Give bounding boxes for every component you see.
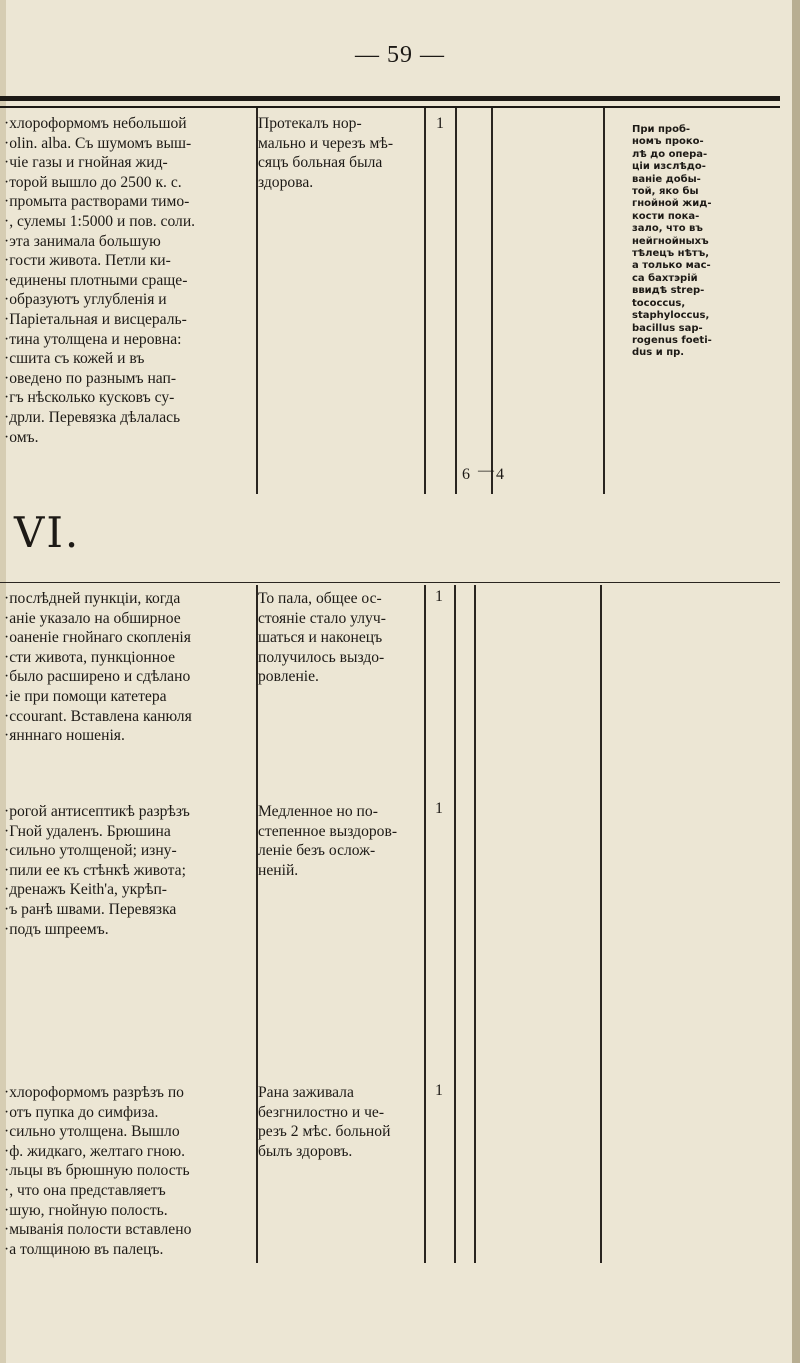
column-divider <box>600 585 602 1263</box>
table-top-rule-thin <box>0 106 780 108</box>
row4-operation: ·хлороформомъ разрѣзъ по ·отъ пупка до симфиза. ·сильно утолщена. Вышло ·ф. жидкаго, желтаго гною. ·льцы въ брюшную полость ·, что она представляетъ ·шую, гнойную полость. ·мыванія полости вставлено ·а толщиною въ палецъ. <box>4 1084 192 1258</box>
row1-operation: ·хлороформомъ небольшой ·olin. alba. Съ шумомъ выш- ·чіе газы и гнойная жид- ·торой вышло до 2500 к. с. ·промыта растворами тимо- ·, сулемы 1:5000 и пов. соли. ·эта занимала большую ·гости живота. Петли ки- ·единены плотными сраще- ·образуютъ углубленія и ·Паріетальная и висцераль- ·тина утолщена и неровна: ·сшита съ кожей и въ ·оведено по разнымъ нап- ·гъ нѣсколько кусковъ су- ·дрли. Перевязка дѣлалась ·омъ. <box>4 115 196 446</box>
totals-divider <box>455 454 457 494</box>
column-divider <box>454 585 456 1263</box>
column-divider <box>424 108 426 465</box>
totals-divider <box>256 454 258 494</box>
column-divider <box>455 108 457 465</box>
row4-outcome: Рана заживала безгнилостно и че- резъ 2 мѣс. больной былъ здоровъ. <box>258 1084 391 1160</box>
page-right-edge <box>792 0 800 1363</box>
row3-outcome: Медленное но по- степенное выздоров- леніе безъ ослож- неній. <box>258 803 398 879</box>
row4-count: 1 <box>435 1082 443 1099</box>
page-number: — 59 — <box>355 42 445 68</box>
totals-divider <box>603 454 605 494</box>
row2-outcome: То пала, общее ос- стояніе стало улуч- шаться и наконецъ получилось выздо- ровленіе. <box>258 590 386 686</box>
table-top-rule <box>0 96 780 101</box>
row2-operation: ·послѣдней пункціи, когда ·аніе указало на обширное ·оаненіе гнойнаго скопленія ·сти живота, пункціонное ·было расширено и сдѣлано ·іе при помощи катетера ·ccourant. Вставлена канюля ·янннаго ношенія. <box>4 590 192 745</box>
column-divider <box>491 108 493 465</box>
section-heading: VI. <box>14 508 81 557</box>
row3-operation: ·рогой антисептикѣ разрѣзъ ·Гной удаленъ. Брюшина ·сильно утолщеной; изну- ·пили ее къ стѣнкѣ живота; ·дренажъ Keith'a, укрѣп- ·ъ ранѣ швами. Перевязка ·подъ шпреемъ. <box>4 803 190 938</box>
column-divider <box>474 585 476 1263</box>
row1-outcome: Протекалъ нор- мально и черезъ мѣ- сяцъ больная была здорова. <box>258 115 394 191</box>
column-divider <box>424 585 426 1263</box>
totals-divider <box>424 454 426 494</box>
row1-note: При проб- номъ проко- лѣ до опера- ціи изслѣдо- ваніе добы- той, яко бы гнойной жид- кости пока- зало, что въ нейгнойныхъ тѣлецъ нѣтъ, а только мас- са бахтэрій ввидѣ strep- tococcus, staphyloccus, bacillus sap- rogenus foeti- dus и пр. <box>632 124 712 359</box>
column-divider <box>603 108 605 465</box>
row3-count: 1 <box>435 800 443 817</box>
total-b: 4 <box>496 466 504 483</box>
total-a: 6 <box>462 466 470 483</box>
total-dash: — <box>478 462 494 479</box>
row2-count: 1 <box>435 588 443 605</box>
row1-count: 1 <box>436 115 444 132</box>
section-rule <box>0 582 780 583</box>
